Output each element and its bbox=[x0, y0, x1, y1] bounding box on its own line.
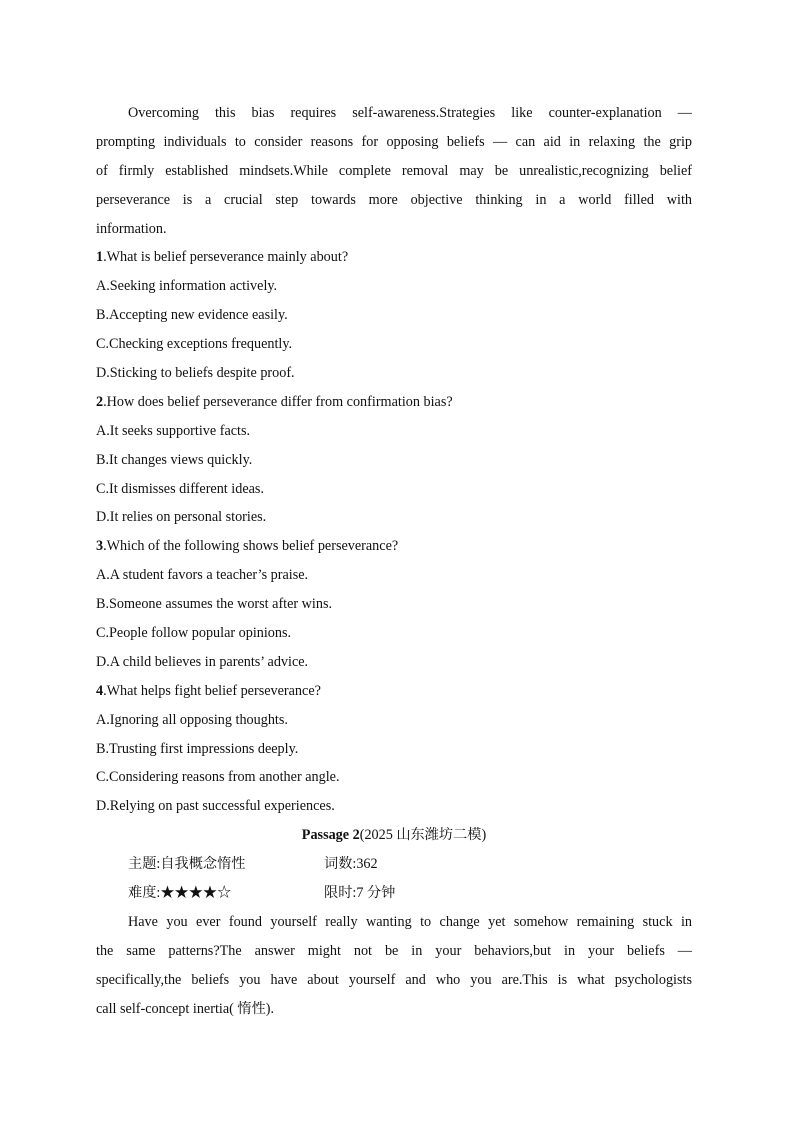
answer-option: D.Sticking to beliefs despite proof. bbox=[96, 365, 295, 382]
paragraph-line: prompting individuals to consider reasons for opposing beliefs — can aid in relaxing the grip bbox=[96, 133, 692, 150]
paragraph-line: specifically,the beliefs you have about yourself and who you are.This is what psychologists bbox=[96, 971, 692, 988]
answer-option: B.Trusting first impressions deeply. bbox=[96, 740, 299, 757]
question-text: .Which of the following shows belief perseverance? bbox=[103, 538, 399, 555]
passage-meta-row bbox=[96, 850, 692, 879]
answer-option: C.People follow popular opinions. bbox=[96, 625, 292, 642]
question-2 bbox=[96, 388, 692, 532]
passage-heading bbox=[96, 821, 692, 850]
answer-option: D.A child believes in parents’ advice. bbox=[96, 653, 309, 670]
question-number: 2 bbox=[96, 393, 104, 410]
answer-option: C.It dismisses different ideas. bbox=[96, 480, 264, 497]
question-3 bbox=[96, 532, 692, 676]
answer-option: D.Relying on past successful experiences. bbox=[96, 798, 335, 815]
content-area bbox=[96, 99, 692, 1024]
question-text: .What helps fight belief perseverance? bbox=[103, 682, 321, 699]
question-4 bbox=[96, 677, 692, 821]
question-number: 3 bbox=[96, 538, 104, 555]
question-stem bbox=[96, 388, 692, 417]
question-stem bbox=[96, 677, 692, 706]
paragraph-line: perseverance is a crucial step towards more objective thinking in a world filled with bbox=[96, 191, 692, 208]
answer-option: A.Ignoring all opposing thoughts. bbox=[96, 711, 288, 728]
question-text: .What is belief perseverance mainly about? bbox=[103, 249, 349, 266]
question-stem bbox=[96, 243, 692, 272]
question-stem bbox=[96, 532, 692, 561]
passage-topic: 主题:自我概念惰性 bbox=[128, 856, 246, 873]
answer-option: B.Someone assumes the worst after wins. bbox=[96, 596, 333, 613]
passage-title: Passage 2 bbox=[301, 827, 360, 844]
answer-option: B.Accepting new evidence easily. bbox=[96, 307, 288, 324]
paragraph-line: of firmly established mindsets.While complete removal may be unrealistic,recognizing belief bbox=[96, 162, 692, 179]
passage-meta-row bbox=[96, 879, 692, 908]
passage-difficulty: 难度:★★★★☆ bbox=[128, 885, 232, 902]
intro-paragraph bbox=[96, 99, 692, 243]
paragraph-line: information. bbox=[96, 220, 167, 237]
answer-option: C.Checking exceptions frequently. bbox=[96, 336, 293, 353]
answer-option: A.Seeking information actively. bbox=[96, 278, 278, 295]
question-1 bbox=[96, 243, 692, 387]
answer-option: B.It changes views quickly. bbox=[96, 451, 253, 468]
question-number: 4 bbox=[96, 682, 104, 699]
passage-word-count: 词数:362 bbox=[324, 856, 378, 873]
paragraph-line: call self-concept inertia( 惰性). bbox=[96, 1000, 275, 1017]
passage-paragraph bbox=[96, 908, 692, 1024]
answer-option: A.It seeks supportive facts. bbox=[96, 422, 251, 439]
question-number: 1 bbox=[96, 249, 104, 266]
answer-option: C.Considering reasons from another angle. bbox=[96, 769, 340, 786]
passage-time-limit: 限时:7 分钟 bbox=[324, 885, 396, 902]
paragraph-line: Overcoming this bias requires self-awareness.Strategies like counter-explanation — bbox=[128, 105, 692, 121]
paragraph-line: the same patterns?The answer might not be in your behaviors,but in your beliefs — bbox=[96, 942, 692, 959]
question-text: .How does belief perseverance differ from confirmation bias? bbox=[103, 393, 453, 410]
answer-option: D.It relies on personal stories. bbox=[96, 509, 267, 526]
passage-source: (2025 山东潍坊二模) bbox=[359, 827, 487, 844]
answer-option: A.A student favors a teacher’s praise. bbox=[96, 567, 309, 584]
paragraph-line: Have you ever found yourself really wanting to change yet somehow remaining stuck in bbox=[128, 913, 692, 930]
